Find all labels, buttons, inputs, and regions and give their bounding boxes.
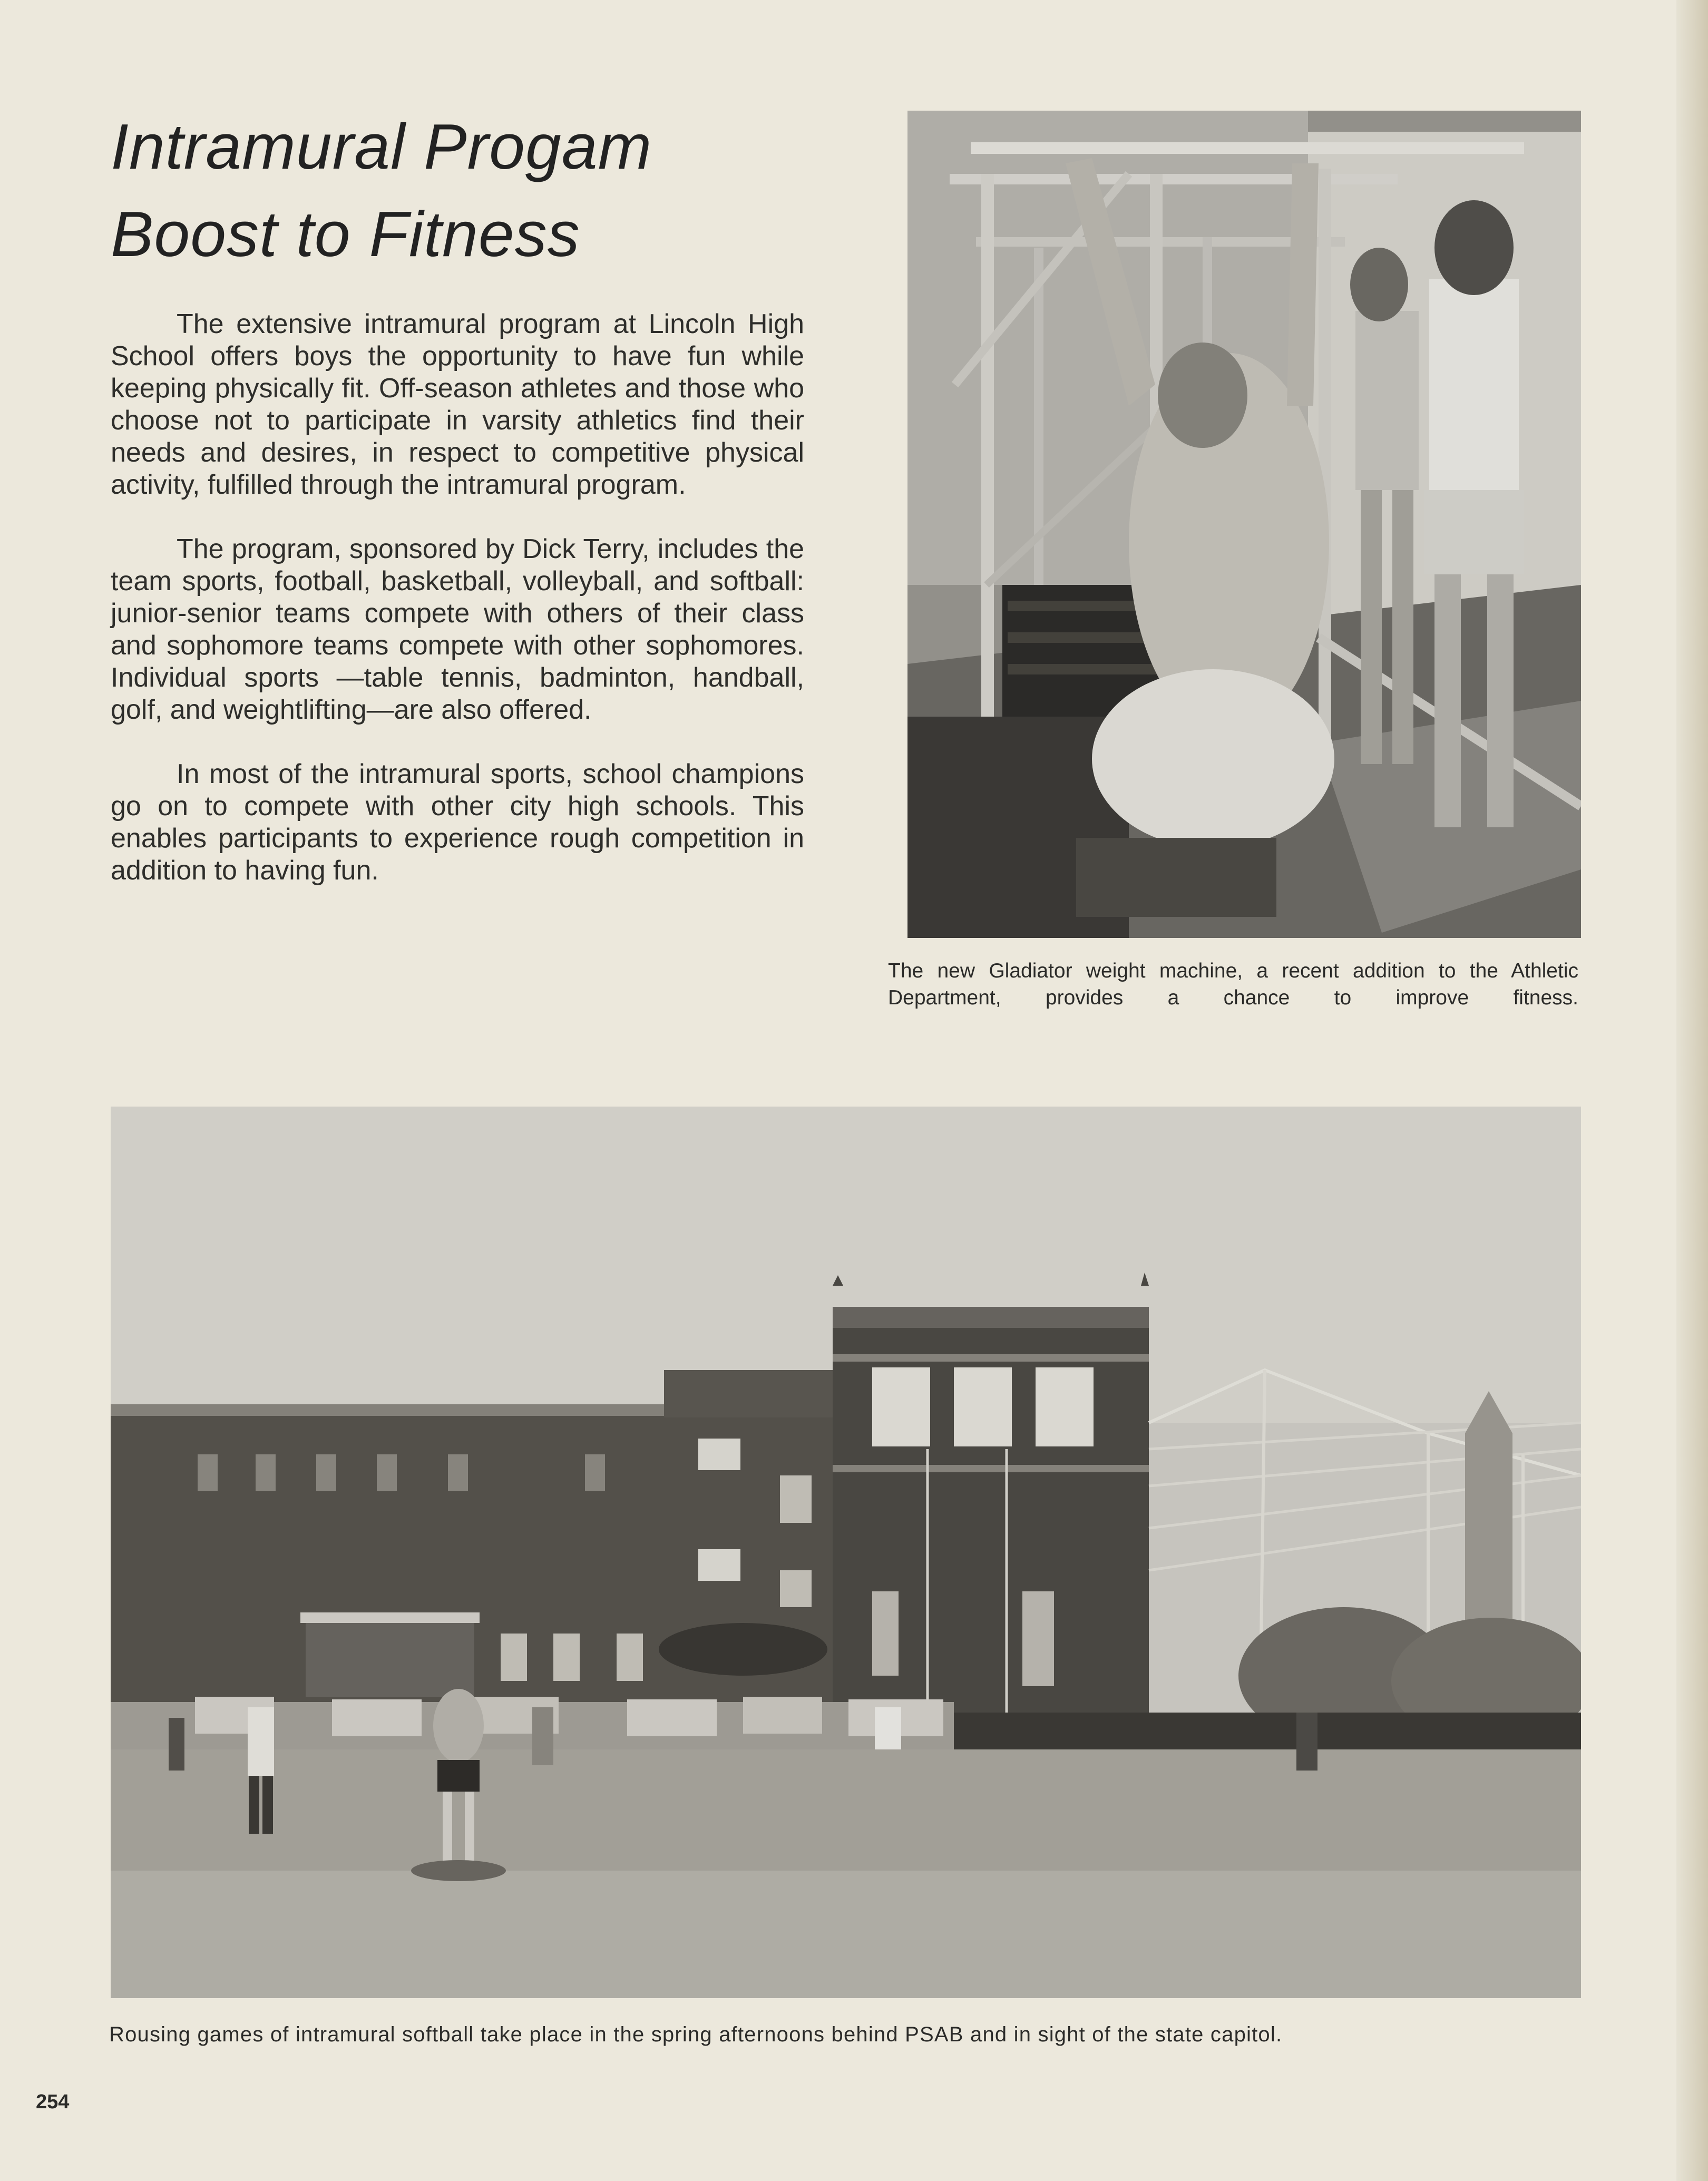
- article-title: [111, 103, 848, 278]
- title-line-2: Boost to Fitness: [111, 198, 580, 270]
- weight-machine-caption: The new Gladiator weight machine, a recent addition to the Athletic Department, provides a chance to improve fitness.: [888, 960, 1578, 1009]
- paragraph-3: In most of the intramural sports, school champions go on to compete with other city high schools. This enables participants to experience rough competition in addition to having fun.: [111, 759, 804, 886]
- article-body: [111, 308, 804, 919]
- page-number: 254: [36, 2091, 70, 2113]
- page-edge: [1676, 0, 1708, 2181]
- softball-field-photo: [111, 1107, 1581, 1998]
- softball-field-caption: Rousing games of intramural softball take place in the spring afternoons behind PSAB and in sight of the state capitol.: [109, 2023, 1283, 2046]
- paragraph-1: The extensive intramural program at Lincoln High School offers boys the opportunity to have fun while keeping physically fit. Off-season athletes and those who choose not to participate in varsity athletics find their needs and desires, in respect to competitive physical activity, fulfilled through the intramural program.: [111, 309, 804, 500]
- paragraph-2: The program, sponsored by Dick Terry, includes the team sports, football, basketball, volleyball, and softball: junior-senior teams compete with others of their class and sophomore teams compete with other sophomores. Individual sports —table tennis, badminton, handball, golf, and weightlifting—are also offered.: [111, 534, 804, 725]
- title-line-1: Intramural Progam: [111, 111, 652, 182]
- weight-machine-photo: [907, 111, 1581, 938]
